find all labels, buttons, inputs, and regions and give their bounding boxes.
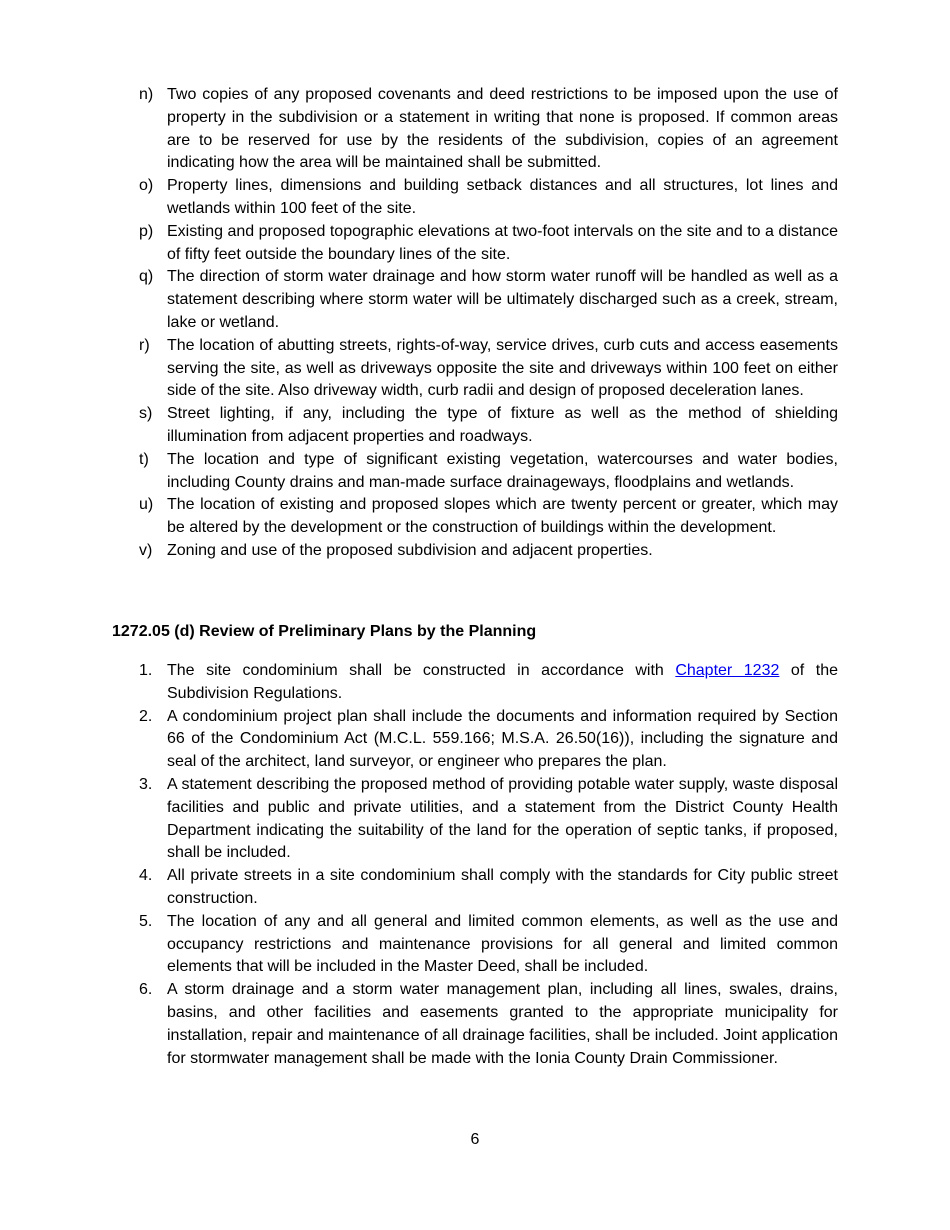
list-item-6 — [0, 979, 838, 1070]
list-item-n — [0, 84, 838, 175]
list-marker: u) — [139, 496, 154, 514]
list-item-p — [0, 221, 838, 267]
list-marker: q) — [139, 268, 154, 286]
list-item-text: Street lighting, if any, including the type of fixture as well as the method of shielding illumination from adjacent properties and roadways. — [167, 405, 838, 445]
list-item-text: The direction of storm water drainage and how storm water runoff will be handled as well as a statement describing where storm water will be ultimately discharged such as a creek, stream, lake or wetland. — [167, 268, 838, 331]
list-item-1 — [0, 660, 838, 706]
list-item-text: The location of existing and proposed slopes which are twenty percent or greater, which may be altered by the development or the construction of buildings within the development. — [167, 496, 838, 537]
list-item-3 — [0, 774, 838, 865]
list-marker: n) — [139, 86, 154, 103]
list-marker: s) — [139, 405, 153, 423]
list-item-4 — [0, 865, 838, 911]
numbered-requirements-list — [0, 660, 838, 1070]
list-item-5 — [0, 911, 838, 979]
section-heading: 1272.05 (d) Review of Preliminary Plans by the Planning — [112, 623, 537, 640]
list-marker: 5. — [139, 912, 153, 930]
list-item-text: A condominium project plan shall include the documents and information required by Section 66 of the Condominium Act (M.C.L. 559.166; M.S.A. 26.50(16)), including the signature and seal of the architect, land surveyor, or engineer who prepares the plan. — [167, 707, 838, 771]
lettered-requirements-list — [0, 84, 838, 563]
list-item-text: The location and type of significant existing vegetation, watercourses and water bodies, including County drains and man-made surface drainageways, floodplains and wetlands. — [167, 450, 838, 491]
list-item-text: All private streets in a site condominium shall comply with the standards for City public street construction. — [167, 867, 838, 907]
page-number: 6 — [470, 1131, 480, 1148]
list-item-t — [0, 449, 838, 495]
list-item-text: of the Subdivision Regulations. — [167, 662, 838, 702]
list-item-v — [0, 540, 838, 563]
list-marker: p) — [139, 222, 154, 240]
list-marker: r) — [139, 336, 150, 354]
list-item-text: Existing and proposed topographic elevations at two-foot intervals on the site and to a distance of fifty feet outside the boundary lines of the site. — [167, 222, 838, 263]
list-marker: 6. — [139, 981, 153, 999]
list-item-text: A statement describing the proposed method of providing potable water supply, waste disposal facilities and public and private utilities, and a statement from the District County Health Department indicating the suitability of the land for the operation of septic tanks, if proposed, shall be included. — [167, 775, 838, 862]
list-item-u — [0, 494, 838, 540]
list-marker: 4. — [139, 867, 153, 885]
list-item-text: Property lines, dimensions and building setback distances and all structures, lot lines and wetlands within 100 feet of the site. — [167, 177, 838, 217]
list-marker: t) — [139, 450, 149, 468]
list-marker: o) — [139, 177, 154, 195]
list-item-text: The location of abutting streets, rights-of-way, service drives, curb cuts and access easements serving the site, as well as driveways opposite the site and driveways within 100 feet on either side of the site. Also driveway width, curb radii and design of proposed deceleration lanes. — [167, 336, 838, 400]
list-item-text: Two copies of any proposed covenants and deed restrictions to be imposed upon the use of property in the subdivision or a statement in writing that none is proposed. If common areas are to be reserved for use by the residents of the subdivision, copies of an agreement indicating how the area will be maintained shall be submitted. — [167, 86, 838, 172]
list-item-text: Zoning and use of the proposed subdivision and adjacent properties. — [167, 541, 653, 559]
chapter-1232-link[interactable]: Chapter 1232 — [675, 662, 780, 679]
list-item-q — [0, 266, 838, 334]
list-marker: v) — [139, 541, 153, 559]
list-item-o — [0, 175, 838, 221]
list-marker: 2. — [139, 707, 153, 725]
list-marker: 3. — [139, 775, 153, 793]
list-item-r — [0, 335, 838, 403]
list-marker: 1. — [139, 662, 153, 679]
list-item-text: The location of any and all general and limited common elements, as well as the use and occupancy restrictions and maintenance provisions for all general and limited common elements that will be included in the Master Deed, shall be included. — [167, 912, 838, 976]
list-item-text: The site condominium shall be constructed in accordance with — [167, 662, 676, 679]
list-item-2 — [0, 706, 838, 774]
list-item-s — [0, 403, 838, 449]
list-item-text: A storm drainage and a storm water management plan, including all lines, swales, drains, basins, and other facilities and easements granted to the appropriate municipality for installation, repair and maintenance of all drainage facilities, shall be included. Joint application for stormwater management shall be made with the Ionia County Drain Commissioner. — [167, 981, 838, 1067]
